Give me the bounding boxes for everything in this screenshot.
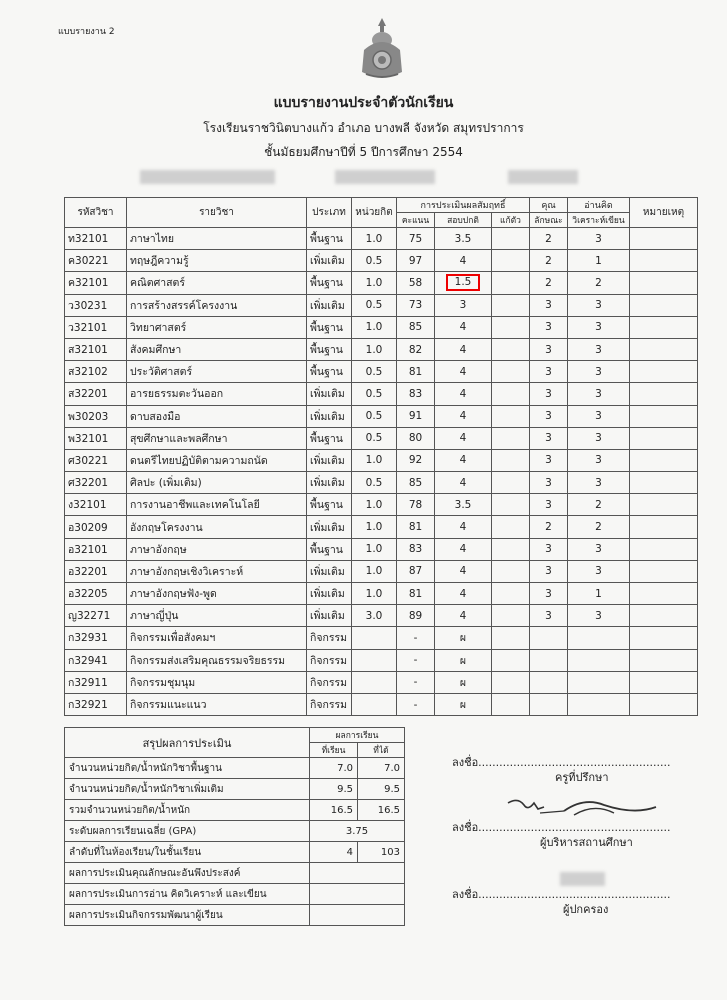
subject-name: ภาษาอังกฤษเชิงวิเคราะห์	[127, 560, 307, 582]
reading-analysis	[568, 627, 630, 649]
subject-type: เพิ่มเติม	[307, 605, 352, 627]
remark	[630, 583, 698, 605]
characteristics: 3	[530, 405, 568, 427]
characteristics: 3	[530, 294, 568, 316]
grade-row	[65, 583, 698, 605]
subject-code: ก32911	[65, 671, 127, 693]
characteristics: 2	[530, 516, 568, 538]
remedial	[492, 405, 530, 427]
remark	[630, 671, 698, 693]
credits: 1.0	[352, 560, 397, 582]
subject-code: ศ32201	[65, 472, 127, 494]
role-parent: ผู้ปกครอง	[563, 903, 609, 916]
characteristics: 3	[530, 316, 568, 338]
remark	[630, 494, 698, 516]
grade-row	[65, 671, 698, 693]
summary-earned: 16.5	[358, 800, 405, 821]
remark	[630, 516, 698, 538]
subject-type: เพิ่มเติม	[307, 560, 352, 582]
remark	[630, 538, 698, 560]
grade-row	[65, 250, 698, 272]
extra-value	[310, 884, 405, 905]
subject-name: กิจกรรมเพื่อสังคมฯ	[127, 627, 307, 649]
subject-name: ทฤษฎีความรู้	[127, 250, 307, 272]
grade-row	[65, 649, 698, 671]
subject-code: ค30221	[65, 250, 127, 272]
credits: 0.5	[352, 383, 397, 405]
credits: 3.0	[352, 605, 397, 627]
remark	[630, 250, 698, 272]
grade-row	[65, 494, 698, 516]
subject-code: ท32101	[65, 228, 127, 250]
grade-row	[65, 427, 698, 449]
rank-class: 4	[310, 842, 358, 863]
grade-year-line: ชั้นมัธยมศึกษาปีที่ 5 ปีการศึกษา 2554	[264, 145, 463, 159]
remedial	[492, 449, 530, 471]
remedial	[492, 538, 530, 560]
characteristics: 3	[530, 338, 568, 360]
reading-analysis: 3	[568, 316, 630, 338]
highlighted-grade: 1.5	[446, 274, 481, 291]
subject-name: กิจกรรมส่งเสริมคุณธรรมจริยธรรม	[127, 649, 307, 671]
subject-code: พ32101	[65, 427, 127, 449]
summary-result-header: ผลการเรียน	[310, 728, 405, 743]
grade: 4	[435, 383, 492, 405]
subject-name: ภาษาอังกฤษฟัง-พูด	[127, 583, 307, 605]
role-advisor: ครูที่ปรึกษา	[555, 771, 609, 784]
summary-earned-header: ที่ได้	[358, 743, 405, 758]
reading-analysis: 1	[568, 250, 630, 272]
credits: 1.0	[352, 583, 397, 605]
summary-earned: 7.0	[358, 758, 405, 779]
grade-row	[65, 272, 698, 294]
remedial	[492, 494, 530, 516]
summary-registered: 7.0	[310, 758, 358, 779]
reading-analysis: 3	[568, 405, 630, 427]
remark	[630, 449, 698, 471]
credits: 0.5	[352, 472, 397, 494]
grade-row	[65, 316, 698, 338]
remark	[630, 272, 698, 294]
reading-analysis: 3	[568, 605, 630, 627]
grade-row	[65, 560, 698, 582]
remark	[630, 361, 698, 383]
subject-type: กิจกรรม	[307, 627, 352, 649]
subject-type: เพิ่มเติม	[307, 449, 352, 471]
subject-name: ภาษาญี่ปุ่น	[127, 605, 307, 627]
reading-analysis: 3	[568, 449, 630, 471]
header-type: ประเภท	[307, 198, 352, 228]
score: -	[397, 693, 435, 715]
characteristics: 3	[530, 383, 568, 405]
summary-table	[64, 727, 405, 926]
score: -	[397, 649, 435, 671]
grade-row	[65, 627, 698, 649]
score: 83	[397, 383, 435, 405]
reading-analysis: 3	[568, 228, 630, 250]
subject-type: พื้นฐาน	[307, 338, 352, 360]
remedial	[492, 693, 530, 715]
rank-label: ลำดับที่ในห้องเรียน/ในชั้นเรียน	[65, 842, 310, 863]
extra-label: ผลการประเมินคุณลักษณะอันพึงประสงค์	[65, 863, 310, 884]
characteristics: 2	[530, 228, 568, 250]
grade: 4	[435, 250, 492, 272]
score: 82	[397, 338, 435, 360]
subject-type: พื้นฐาน	[307, 427, 352, 449]
credits	[352, 671, 397, 693]
subject-type: เพิ่มเติม	[307, 250, 352, 272]
grade: 3	[435, 294, 492, 316]
role-director: ผู้บริหารสถานศึกษา	[540, 836, 633, 849]
subject-type: กิจกรรม	[307, 693, 352, 715]
subject-code: ก32921	[65, 693, 127, 715]
redacted-parent-signature	[560, 872, 605, 886]
grades-table	[64, 197, 698, 716]
characteristics: 3	[530, 361, 568, 383]
extra-label: ผลการประเมินการอ่าน คิดวิเคราะห์ และเขียน	[65, 884, 310, 905]
grade: ผ	[435, 627, 492, 649]
redacted-student-surname	[508, 170, 578, 184]
remedial	[492, 427, 530, 449]
subject-name: ศิลปะ (เพิ่มเติม)	[127, 472, 307, 494]
grade-row	[65, 472, 698, 494]
score: 58	[397, 272, 435, 294]
credits: 0.5	[352, 361, 397, 383]
remedial	[492, 316, 530, 338]
subject-code: ง32101	[65, 494, 127, 516]
credits: 0.5	[352, 405, 397, 427]
remedial	[492, 294, 530, 316]
score: 81	[397, 361, 435, 383]
subject-code: พ30203	[65, 405, 127, 427]
redacted-student-name	[335, 170, 435, 184]
subject-name: กิจกรรมแนะแนว	[127, 693, 307, 715]
subject-type: พื้นฐาน	[307, 316, 352, 338]
grade: ผ	[435, 693, 492, 715]
remedial	[492, 583, 530, 605]
redacted-student-id	[140, 170, 275, 184]
credits: 0.5	[352, 427, 397, 449]
score: 85	[397, 472, 435, 494]
characteristics: 3	[530, 560, 568, 582]
reading-analysis: 1	[568, 583, 630, 605]
subject-code: ส32101	[65, 338, 127, 360]
reading-analysis: 3	[568, 294, 630, 316]
summary-label: จำนวนหน่วยกิต/น้ำหนักวิชาเพิ่มเติม	[65, 779, 310, 800]
header-char-top: คุณ	[530, 198, 568, 213]
subject-code: ส32102	[65, 361, 127, 383]
grade-row	[65, 361, 698, 383]
header-score: คะแนน	[397, 213, 435, 228]
remedial	[492, 361, 530, 383]
subject-type: กิจกรรม	[307, 671, 352, 693]
grade-row	[65, 383, 698, 405]
form-id: แบบรายงาน 2	[58, 27, 115, 37]
header-credits: หน่วยกิต	[352, 198, 397, 228]
remark	[630, 294, 698, 316]
characteristics	[530, 693, 568, 715]
score: 87	[397, 560, 435, 582]
header-read-top: อ่านคิด	[568, 198, 630, 213]
subject-name: ประวัติศาสตร์	[127, 361, 307, 383]
credits	[352, 627, 397, 649]
summary-registered-header: ที่เรียน	[310, 743, 358, 758]
subject-type: เพิ่มเติม	[307, 516, 352, 538]
subject-code: ก32941	[65, 649, 127, 671]
remark	[630, 472, 698, 494]
subject-name: การสร้างสรรค์โครงงาน	[127, 294, 307, 316]
score: 78	[397, 494, 435, 516]
characteristics	[530, 649, 568, 671]
characteristics: 2	[530, 250, 568, 272]
credits: 1.0	[352, 449, 397, 471]
summary-registered: 9.5	[310, 779, 358, 800]
reading-analysis: 3	[568, 361, 630, 383]
gpa-value: 3.75	[310, 821, 405, 842]
score: 89	[397, 605, 435, 627]
subject-code: ศ30221	[65, 449, 127, 471]
subject-name: คณิตศาสตร์	[127, 272, 307, 294]
credits: 1.0	[352, 272, 397, 294]
credits: 1.0	[352, 538, 397, 560]
grade: 4	[435, 583, 492, 605]
header-char-bottom: ลักษณะ	[530, 213, 568, 228]
header-remark: หมายเหตุ	[630, 198, 698, 228]
subject-code: อ32205	[65, 583, 127, 605]
subject-code: ว30231	[65, 294, 127, 316]
characteristics: 3	[530, 583, 568, 605]
subject-code: อ32101	[65, 538, 127, 560]
grade: 3.5	[435, 228, 492, 250]
remedial	[492, 516, 530, 538]
score: 73	[397, 294, 435, 316]
subject-name: ดนตรีไทยปฏิบัติตามความถนัด	[127, 449, 307, 471]
grade-row	[65, 516, 698, 538]
credits: 0.5	[352, 250, 397, 272]
subject-name: การงานอาชีพและเทคโนโลยี	[127, 494, 307, 516]
remark	[630, 228, 698, 250]
signature-line-parent: ลงชื่อ.......................................................	[452, 888, 671, 901]
summary-label: จำนวนหน่วยกิต/น้ำหนักวิชาพื้นฐาน	[65, 758, 310, 779]
grade: 4	[435, 605, 492, 627]
remedial	[492, 228, 530, 250]
score: 81	[397, 583, 435, 605]
subject-name: อารยธรรมตะวันออก	[127, 383, 307, 405]
remedial	[492, 383, 530, 405]
credits: 0.5	[352, 294, 397, 316]
subject-type: พื้นฐาน	[307, 272, 352, 294]
score: -	[397, 671, 435, 693]
credits	[352, 649, 397, 671]
remark	[630, 605, 698, 627]
score: 75	[397, 228, 435, 250]
header-exam: สอบปกติ	[435, 213, 492, 228]
remedial	[492, 338, 530, 360]
credits: 1.0	[352, 338, 397, 360]
school-line: โรงเรียนราชวินิตบางแก้ว อำเภอ บางพลี จังหวัด สมุทรปราการ	[203, 121, 524, 135]
remedial	[492, 605, 530, 627]
credits: 1.0	[352, 316, 397, 338]
grade: 4	[435, 516, 492, 538]
score: 85	[397, 316, 435, 338]
grade: 4	[435, 316, 492, 338]
grade: ผ	[435, 649, 492, 671]
subject-name: อังกฤษโครงงาน	[127, 516, 307, 538]
grade: 4	[435, 338, 492, 360]
subject-name: สังคมศึกษา	[127, 338, 307, 360]
subject-code: ว32101	[65, 316, 127, 338]
reading-analysis: 2	[568, 494, 630, 516]
grade-row	[65, 693, 698, 715]
subject-code: ค32101	[65, 272, 127, 294]
characteristics: 3	[530, 494, 568, 516]
header-subject: รายวิชา	[127, 198, 307, 228]
remark	[630, 427, 698, 449]
reading-analysis: 2	[568, 272, 630, 294]
extra-label: ผลการประเมินกิจกรรมพัฒนาผู้เรียน	[65, 905, 310, 926]
subject-code: อ32201	[65, 560, 127, 582]
remedial	[492, 272, 530, 294]
grade: 4	[435, 427, 492, 449]
subject-type: เพิ่มเติม	[307, 405, 352, 427]
grade: 4	[435, 405, 492, 427]
subject-name: ภาษาอังกฤษ	[127, 538, 307, 560]
subject-type: กิจกรรม	[307, 649, 352, 671]
summary-title: สรุปผลการประเมิน	[65, 728, 310, 758]
report-title: แบบรายงานประจำตัวนักเรียน	[273, 95, 454, 111]
grade: 3.5	[435, 494, 492, 516]
characteristics	[530, 671, 568, 693]
reading-analysis: 3	[568, 538, 630, 560]
grade-row	[65, 538, 698, 560]
header-read-bottom: วิเคราะห์เขียน	[568, 213, 630, 228]
reading-analysis	[568, 671, 630, 693]
subject-type: พื้นฐาน	[307, 494, 352, 516]
header-code: รหัสวิชา	[65, 198, 127, 228]
remedial	[492, 627, 530, 649]
school-crest-icon	[356, 16, 408, 82]
header-remedial: แก้ตัว	[492, 213, 530, 228]
subject-name: วิทยาศาสตร์	[127, 316, 307, 338]
extra-value	[310, 905, 405, 926]
score: 91	[397, 405, 435, 427]
score: -	[397, 627, 435, 649]
grade-row	[65, 338, 698, 360]
remedial	[492, 560, 530, 582]
grade: 4	[435, 560, 492, 582]
score: 92	[397, 449, 435, 471]
remark	[630, 316, 698, 338]
characteristics	[530, 627, 568, 649]
grade: ผ	[435, 671, 492, 693]
subject-name: สุขศึกษาและพลศึกษา	[127, 427, 307, 449]
summary-registered: 16.5	[310, 800, 358, 821]
reading-analysis	[568, 649, 630, 671]
grade-row	[65, 294, 698, 316]
subject-type: พื้นฐาน	[307, 538, 352, 560]
remark	[630, 338, 698, 360]
grade	[435, 272, 492, 294]
subject-type: พื้นฐาน	[307, 361, 352, 383]
grade: 4	[435, 361, 492, 383]
subject-name: กิจกรรมชุมนุม	[127, 671, 307, 693]
subject-type: พื้นฐาน	[307, 228, 352, 250]
reading-analysis: 3	[568, 338, 630, 360]
remark	[630, 649, 698, 671]
credits	[352, 693, 397, 715]
reading-analysis: 3	[568, 427, 630, 449]
remark	[630, 383, 698, 405]
subject-name: ดาบสองมือ	[127, 405, 307, 427]
remark	[630, 560, 698, 582]
characteristics: 3	[530, 449, 568, 471]
score: 83	[397, 538, 435, 560]
subject-code: อ30209	[65, 516, 127, 538]
rank-level: 103	[358, 842, 405, 863]
subject-name: ภาษาไทย	[127, 228, 307, 250]
characteristics: 3	[530, 472, 568, 494]
grade-row	[65, 405, 698, 427]
subject-type: เพิ่มเติม	[307, 472, 352, 494]
grade: 4	[435, 449, 492, 471]
reading-analysis: 3	[568, 472, 630, 494]
remedial	[492, 649, 530, 671]
characteristics: 2	[530, 272, 568, 294]
credits: 1.0	[352, 516, 397, 538]
grade: 4	[435, 538, 492, 560]
grade-row	[65, 449, 698, 471]
signature-line-advisor: ลงชื่อ.......................................................	[452, 756, 671, 769]
subject-code: ก32931	[65, 627, 127, 649]
characteristics: 3	[530, 605, 568, 627]
characteristics: 3	[530, 427, 568, 449]
grade: 4	[435, 472, 492, 494]
grade-row	[65, 605, 698, 627]
remark	[630, 627, 698, 649]
subject-code: ญ32271	[65, 605, 127, 627]
reading-analysis	[568, 693, 630, 715]
signature-line-director: ลงชื่อ.......................................................	[452, 821, 671, 834]
header-assessment: การประเมินผลสัมฤทธิ์	[397, 198, 530, 213]
remark	[630, 693, 698, 715]
credits: 1.0	[352, 228, 397, 250]
summary-label: รวมจำนวนหน่วยกิต/น้ำหนัก	[65, 800, 310, 821]
reading-analysis: 2	[568, 516, 630, 538]
characteristics: 3	[530, 538, 568, 560]
credits: 1.0	[352, 494, 397, 516]
reading-analysis: 3	[568, 560, 630, 582]
remark	[630, 405, 698, 427]
grade-rows	[65, 228, 698, 716]
remedial	[492, 472, 530, 494]
remedial	[492, 250, 530, 272]
reading-analysis: 3	[568, 383, 630, 405]
score: 80	[397, 427, 435, 449]
score: 97	[397, 250, 435, 272]
subject-type: เพิ่มเติม	[307, 294, 352, 316]
score: 81	[397, 516, 435, 538]
subject-code: ส32201	[65, 383, 127, 405]
extra-value	[310, 863, 405, 884]
grade-row	[65, 228, 698, 250]
summary-earned: 9.5	[358, 779, 405, 800]
remedial	[492, 671, 530, 693]
subject-type: เพิ่มเติม	[307, 583, 352, 605]
gpa-label: ระดับผลการเรียนเฉลี่ย (GPA)	[65, 821, 310, 842]
subject-type: เพิ่มเติม	[307, 383, 352, 405]
